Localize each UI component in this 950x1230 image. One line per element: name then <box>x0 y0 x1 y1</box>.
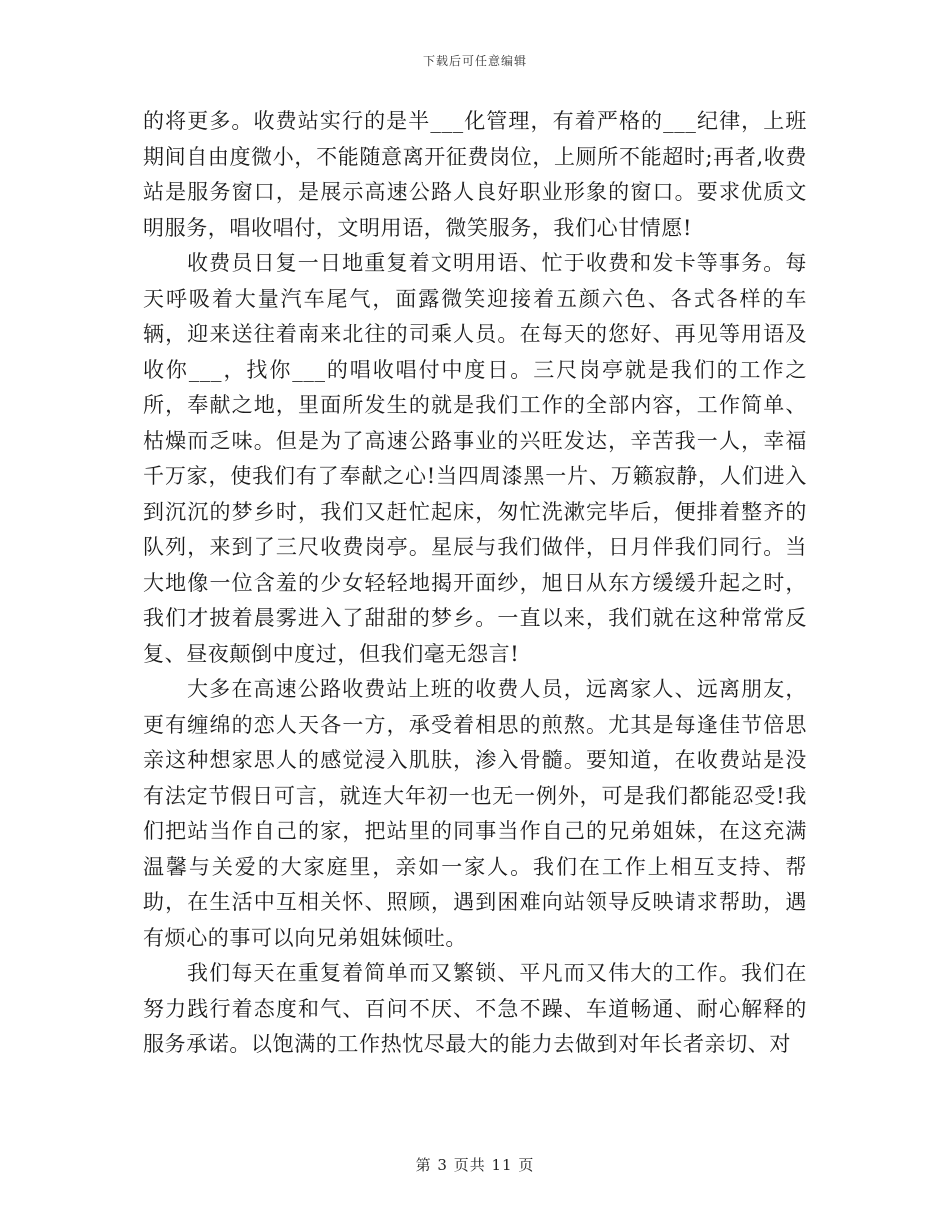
paragraph-2: 收费员日复一日地重复着文明用语、忙于收费和发卡等事务。每天呼吸着大量汽车尾气，面露微笑迎接着五颜六色、各式各样的车辆，迎来送往着南来北往的司乘人员。在每天的您好、再见等用语及收你___，找你___的唱收唱付中度日。三尺岗亭就是我们的工作之所，奉献之地，里面所发生的就是我们工作的全部内容，工作简单、枯燥而乏味。但是为了高速公路事业的兴旺发达，辛苦我一人，幸福千万家，使我们有了奉献之心!当四周漆黑一片、万籁寂静，人们进入到沉沉的梦乡时，我们又赶忙起床，匆忙洗漱完毕后，便排着整齐的队列，来到了三尺收费岗亭。星辰与我们做伴，日月伴我们同行。当大地像一位含羞的少女轻轻地揭开面纱，旭日从东方缓缓升起之时，我们才披着晨雾进入了甜甜的梦乡。一直以来，我们就在这种常常反复、昼夜颠倒中度过，但我们毫无怨言! <box>143 251 807 666</box>
page-header: 下载后可任意编辑 <box>422 54 527 68</box>
document-body <box>143 104 807 1063</box>
page-footer: 第 3 页共 11 页 <box>415 1156 535 1174</box>
paragraph-1: 的将更多。收费站实行的是半___化管理，有着严格的___纪律，上班期间自由度微小，不能随意离开征费岗位，上厕所不能超时;再者,收费站是服务窗口，是展示高速公路人良好职业形象的窗口。要求优质文明服务，唱收唱付，文明用语，微笑服务，我们心甘情愿! <box>143 109 807 240</box>
paragraph-3: 大多在高速公路收费站上班的收费人员，远离家人、远离朋友，更有缠绵的恋人天各一方，承受着相思的煎熬。尤其是每逢佳节倍思亲这种想家思人的感觉浸入肌肤，渗入骨髓。要知道，在收费站是没有法定节假日可言，就连大年初一也无一例外，可是我们都能忍受!我们把站当作自己的家，把站里的同事当作自己的兄弟姐妹，在这充满温馨与关爱的大家庭里，亲如一家人。我们在工作上相互支持、帮助，在生活中互相关怀、照顾，遇到困难向站领导反映请求帮助，遇有烦心的事可以向兄弟姐妹倾吐。 <box>143 677 807 950</box>
paragraph-4: 我们每天在重复着简单而又繁锁、平凡而又伟大的工作。我们在努力践行着态度和气、百问不厌、不急不躁、车道畅通、耐心解释的服务承诺。以饱满的工作热忱尽最大的能力去做到对年长者亲切、对 <box>143 961 807 1056</box>
